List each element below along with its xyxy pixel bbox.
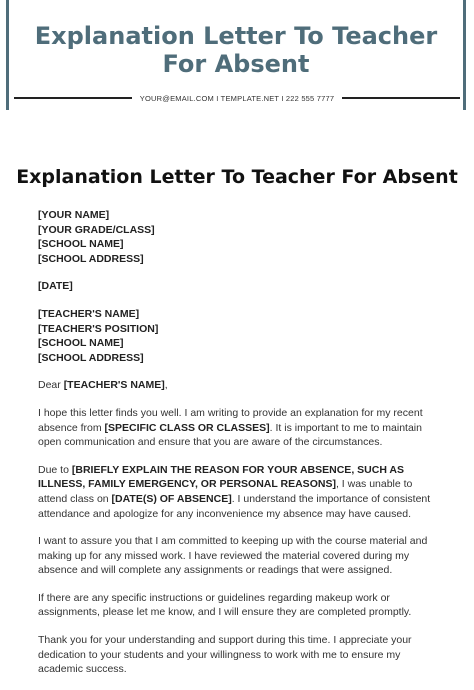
paragraph-intro bbox=[38, 406, 438, 450]
para-placeholder: [BRIEFLY EXPLAIN THE REASON FOR YOUR ABSENCE, SUCH AS ILLNESS, FAMILY EMERGENCY, OR PERSONAL REASONS] bbox=[38, 463, 405, 491]
letter-body bbox=[38, 208, 438, 690]
para-text: . It is important to me to maintain open communication and ensure that you are aware of the circumstances. bbox=[38, 421, 422, 449]
para-text: , I was unable to attend class on bbox=[38, 478, 413, 505]
right-rule bbox=[342, 97, 460, 99]
salutation bbox=[38, 378, 438, 393]
para-text: . I understand the importance of consistent attendance and apologize for any inconvenience my absence may have caused. bbox=[38, 492, 431, 520]
recipient-line: [SCHOOL ADDRESS] bbox=[38, 351, 144, 364]
header-title bbox=[9, 22, 463, 78]
para-text: I hope this letter finds you well. I am writing to provide an explanation for my recent absence from bbox=[38, 406, 423, 434]
left-rule bbox=[14, 97, 132, 99]
header-title-line1: Explanation Letter To Teacher bbox=[34, 22, 438, 50]
paragraph-instructions: If there are any specific instructions or guidelines regarding makeup work or assignments, please let me know, and I will ensure they are completed promptly. bbox=[38, 591, 412, 619]
paragraph-closing: Thank you for your understanding and support during this time. I appreciate your dedication to your students and your willingness to work with me to ensure my academic success. bbox=[38, 634, 412, 676]
paragraph-reason bbox=[38, 463, 438, 521]
salutation-suffix: , bbox=[164, 379, 168, 392]
recipient-line: [SCHOOL NAME] bbox=[38, 337, 124, 350]
para-text: Due to bbox=[38, 463, 72, 476]
para-placeholder: [DATE(S) OF ABSENCE] bbox=[111, 492, 232, 505]
sender-line: [YOUR GRADE/CLASS] bbox=[38, 223, 155, 236]
para-placeholder: [SPECIFIC CLASS OR CLASSES] bbox=[104, 421, 270, 434]
date-line: [DATE] bbox=[38, 280, 73, 293]
sender-line: [SCHOOL ADDRESS] bbox=[38, 252, 144, 265]
header-title-line2: For Absent bbox=[162, 50, 310, 78]
sender-block bbox=[38, 208, 438, 266]
date-block bbox=[38, 279, 438, 294]
sender-line: [SCHOOL NAME] bbox=[38, 238, 124, 251]
paragraph-commitment: I want to assure you that I am committed to keeping up with the course material and making up for any missed work. I have reviewed the material covered during my absence and will complete any assignments or readings that were assigned. bbox=[38, 535, 428, 577]
salutation-name: [TEACHER'S NAME] bbox=[63, 379, 165, 392]
recipient-line: [TEACHER'S NAME] bbox=[38, 307, 140, 320]
recipient-line: [TEACHER'S POSITION] bbox=[38, 322, 159, 335]
contact-info: YOUR@EMAIL.COM I TEMPLATE.NET I 222 555 7777 bbox=[139, 93, 335, 103]
sender-line: [YOUR NAME] bbox=[38, 209, 110, 221]
contact-row bbox=[14, 92, 460, 104]
salutation-prefix: Dear bbox=[38, 379, 64, 392]
document-title: Explanation Letter To Teacher For Absent bbox=[16, 166, 458, 188]
recipient-block bbox=[38, 307, 438, 365]
